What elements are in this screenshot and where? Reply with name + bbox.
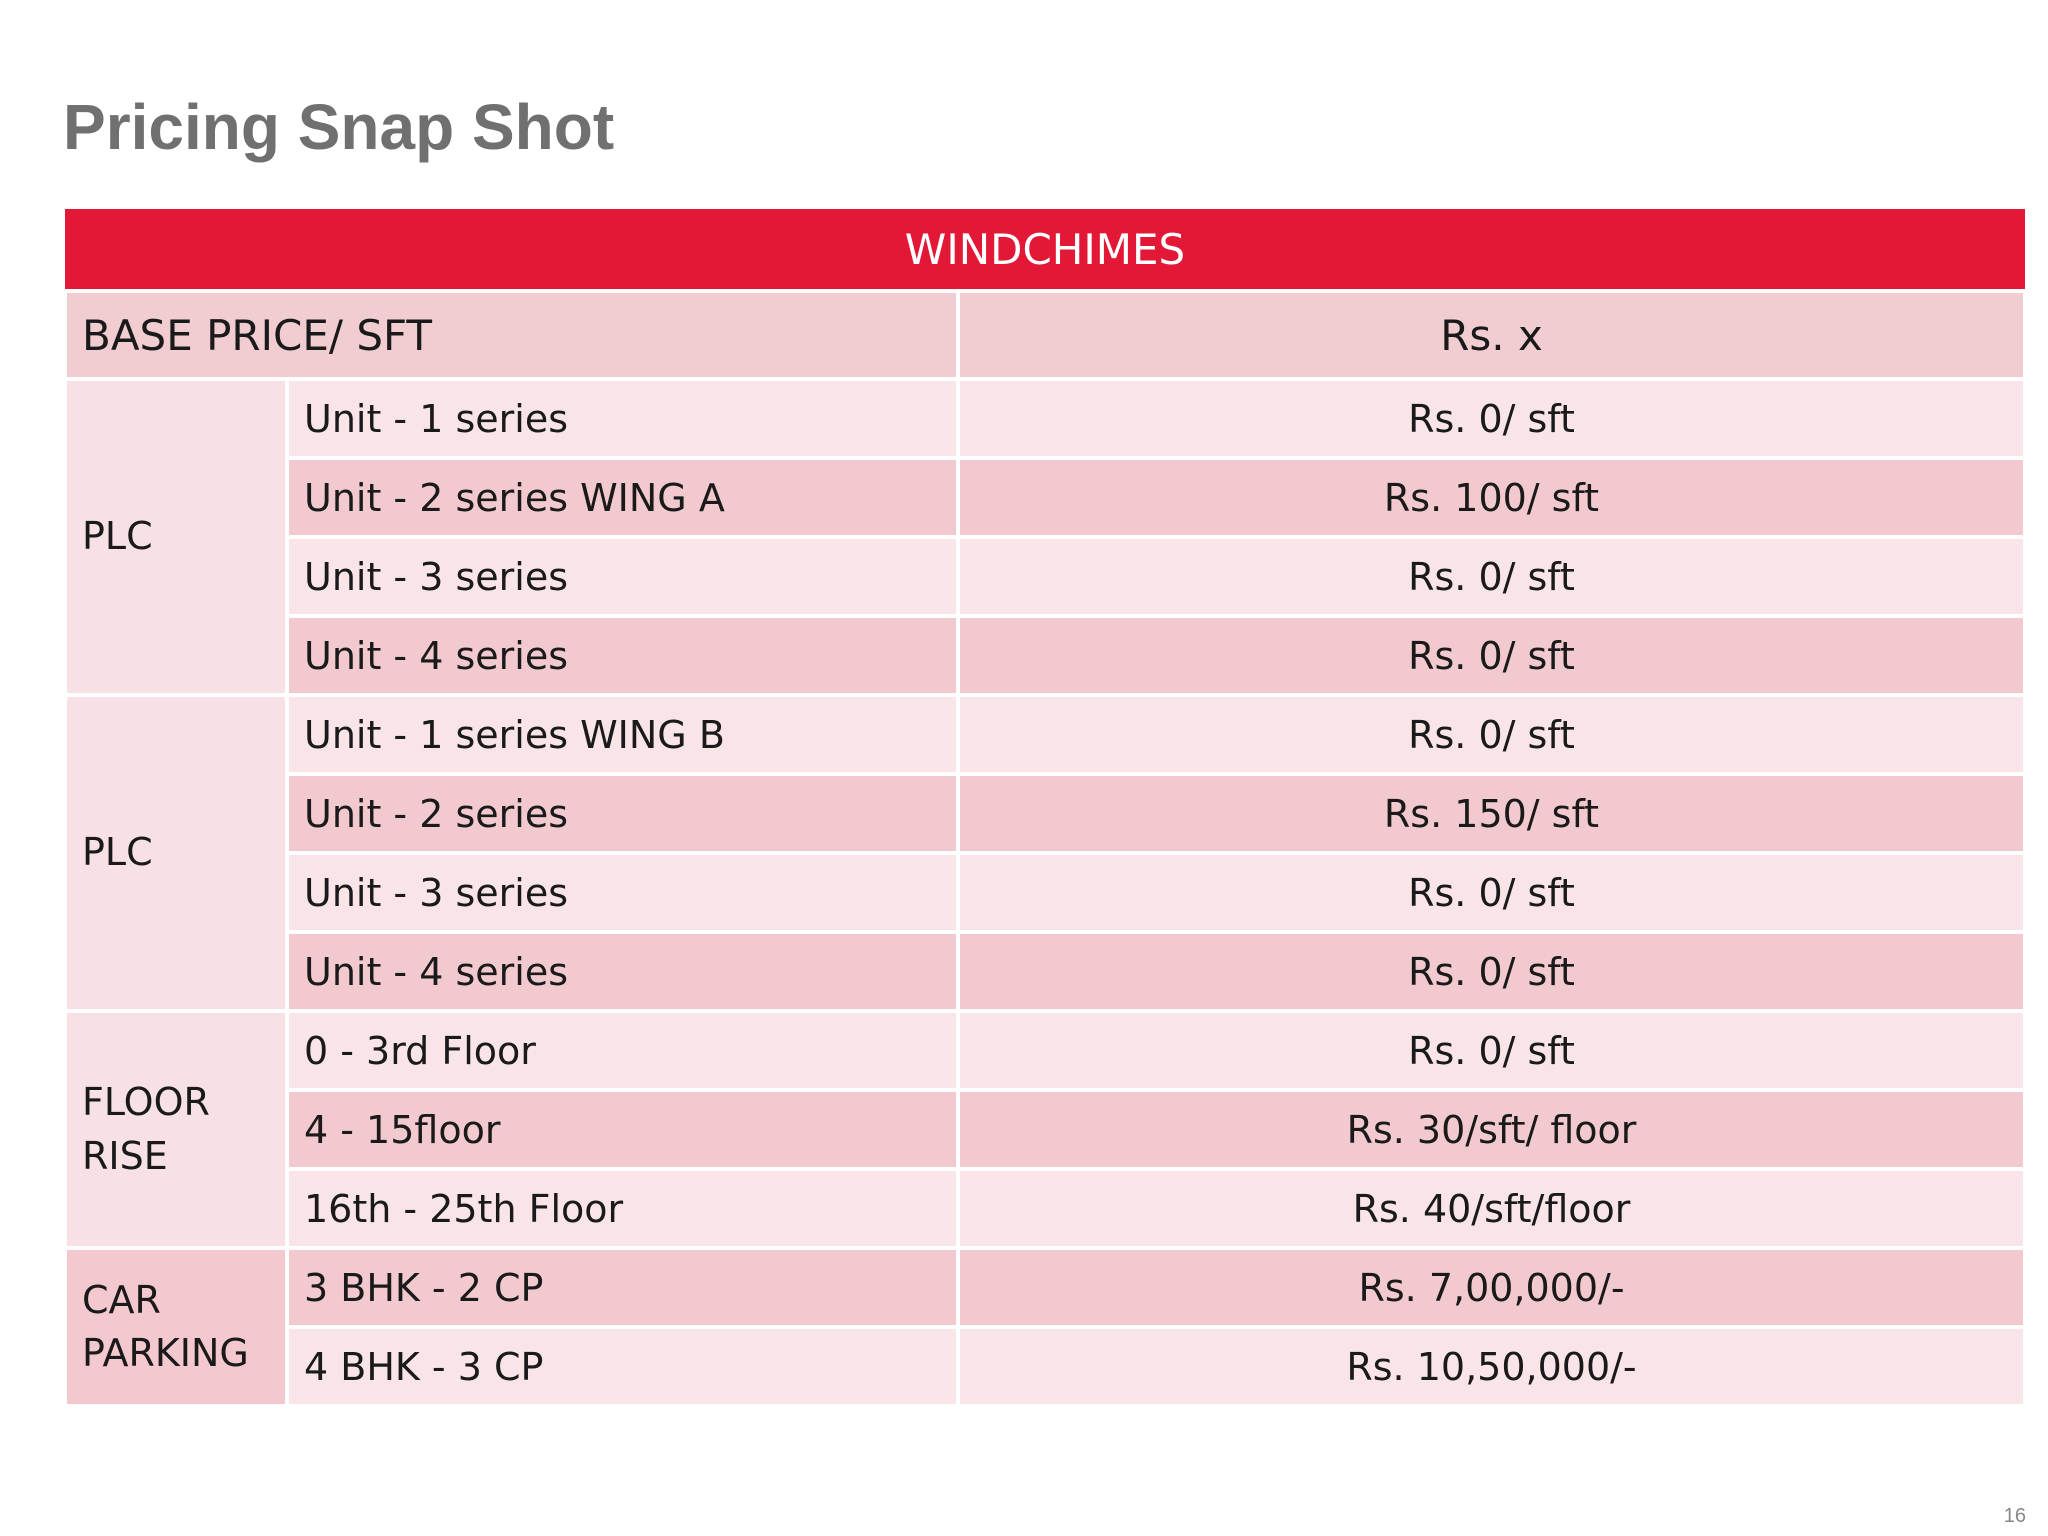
row-value: Rs. 0/ sft xyxy=(958,537,2025,616)
row-value: Rs. 0/ sft xyxy=(958,853,2025,932)
group-label-car-parking xyxy=(65,1248,287,1406)
table-row xyxy=(65,774,2025,853)
table-row xyxy=(65,379,2025,458)
row-item: 16th - 25th Floor xyxy=(287,1169,958,1248)
base-price-label: BASE PRICE/ SFT xyxy=(65,291,958,379)
group-label-line: CAR xyxy=(82,1277,161,1322)
group-label-plc-wing-a: PLC xyxy=(65,379,287,695)
row-item: Unit - 2 series xyxy=(287,774,958,853)
row-value: Rs. 0/ sft xyxy=(958,616,2025,695)
table-row xyxy=(65,458,2025,537)
table-row xyxy=(65,932,2025,1011)
row-item: Unit - 3 series xyxy=(287,537,958,616)
table-header: WINDCHIMES xyxy=(65,209,2025,291)
group-label-line: FLOOR xyxy=(82,1080,210,1125)
row-item: Unit - 3 series xyxy=(287,853,958,932)
group-label-plc-wing-b: PLC xyxy=(65,695,287,1011)
page-title: Pricing Snap Shot xyxy=(63,91,615,163)
row-value: Rs. 30/sft/ floor xyxy=(958,1090,2025,1169)
group-label-line: PARKING xyxy=(82,1331,249,1375)
row-value: Rs. 150/ sft xyxy=(958,774,2025,853)
base-price-value: Rs. x xyxy=(958,291,2025,379)
table-row xyxy=(65,1327,2025,1406)
group-label-floor-rise xyxy=(65,1011,287,1248)
row-value: Rs. 0/ sft xyxy=(958,932,2025,1011)
table-row xyxy=(65,1090,2025,1169)
pricing-table xyxy=(63,209,2027,1408)
row-value: Rs. 0/ sft xyxy=(958,1011,2025,1090)
table-row xyxy=(65,853,2025,932)
table-row xyxy=(65,1169,2025,1248)
row-item: Unit - 2 series WING A xyxy=(287,458,958,537)
table-row xyxy=(65,616,2025,695)
row-item: Unit - 1 series xyxy=(287,379,958,458)
row-item: 4 - 15floor xyxy=(287,1090,958,1169)
page-number: 16 xyxy=(2003,1505,2026,1527)
row-item: Unit - 1 series WING B xyxy=(287,695,958,774)
table-header-row xyxy=(65,209,2025,291)
row-value: Rs. 0/ sft xyxy=(958,695,2025,774)
row-value: Rs. 10,50,000/- xyxy=(958,1327,2025,1406)
row-item: 4 BHK - 3 CP xyxy=(287,1327,958,1406)
group-label-line: RISE xyxy=(82,1133,168,1178)
row-item: Unit - 4 series xyxy=(287,616,958,695)
row-value: Rs. 0/ sft xyxy=(958,379,2025,458)
table-row xyxy=(65,695,2025,774)
row-value: Rs. 100/ sft xyxy=(958,458,2025,537)
table-row xyxy=(65,537,2025,616)
base-price-row xyxy=(65,291,2025,379)
row-item: 3 BHK - 2 CP xyxy=(287,1248,958,1327)
row-value: Rs. 40/sft/floor xyxy=(958,1169,2025,1248)
row-item: 0 - 3rd Floor xyxy=(287,1011,958,1090)
row-item: Unit - 4 series xyxy=(287,932,958,1011)
table-row xyxy=(65,1011,2025,1090)
row-value: Rs. 7,00,000/- xyxy=(958,1248,2025,1327)
table-row xyxy=(65,1248,2025,1327)
